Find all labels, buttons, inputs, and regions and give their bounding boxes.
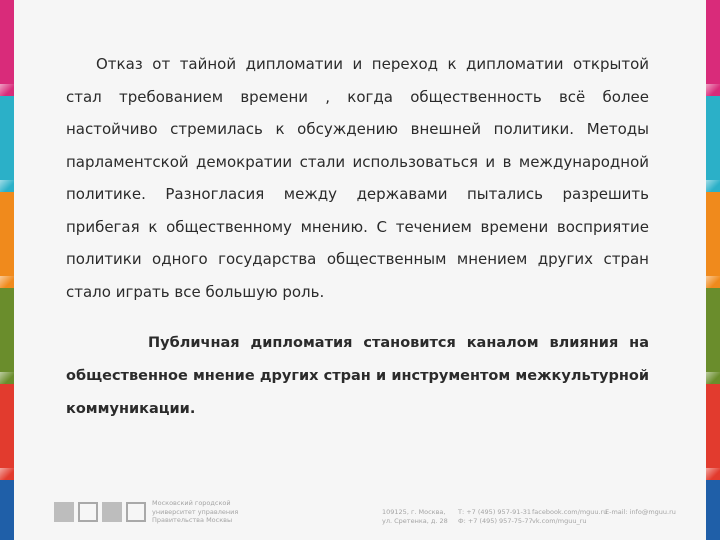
- right-color-stripe: [706, 0, 720, 540]
- org-name: Московский городской университет управления Правительства Москвы: [152, 499, 239, 524]
- left-color-stripe: [0, 0, 14, 540]
- footer-phones: Т: +7 (495) 957-91-31 Ф: +7 (495) 957-75-77: [458, 508, 533, 525]
- footer-email[interactable]: E-mail: info@mguu.ru: [605, 508, 676, 516]
- paragraph-1: Отказ от тайной дипломатии и переход к дипломатии открытой стал требованием времени , когда общественность всё более настойчиво стремилась к обсуждению внешней политики. Методы парламентской демократии стали использоваться и в международной политике. Разногласия между державами пытались разрешить прибегая к общественному мнению. С течением времени восприятие политики одного государства общественным мнением других стран стало играть все большую роль.: [66, 55, 649, 301]
- paragraph-2: Публичная дипломатия становится каналом влияния на общественное мнение других стран и инструментом межкультурной коммуникации.: [66, 335, 649, 417]
- footer-social[interactable]: facebook.com/mguu.ru vk.com/mguu_ru: [532, 508, 608, 525]
- footer: [0, 488, 720, 540]
- slide-text: [66, 48, 649, 426]
- university-logo: [54, 502, 146, 522]
- footer-address: 109125, г. Москва, ул. Сретенка, д. 28: [382, 508, 448, 525]
